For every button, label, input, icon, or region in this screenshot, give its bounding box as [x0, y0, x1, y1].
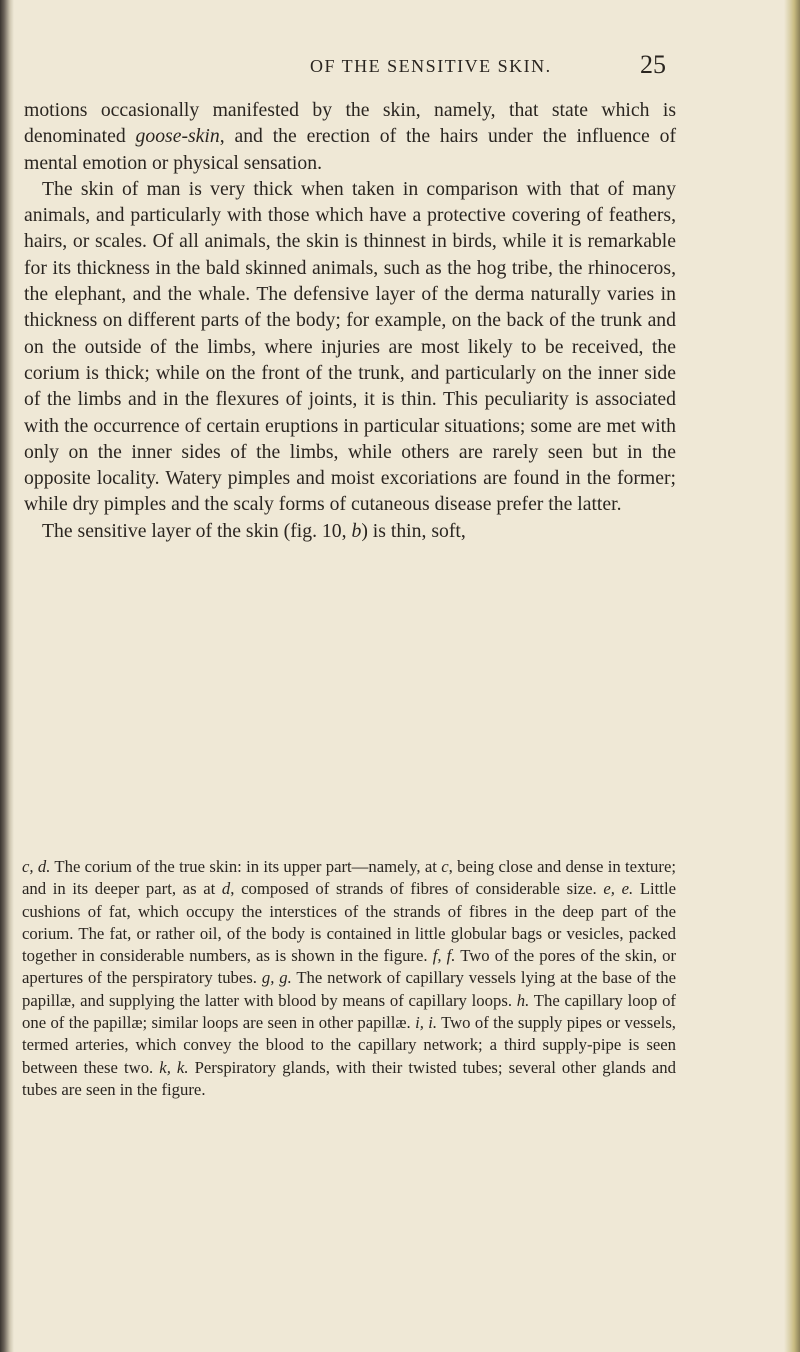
paragraph: motions occasionally manifested by the skin, namely, that state which is denominated goose-skin, and the erection of the hairs under the influence of mental emotion or physical sensation.: [24, 99, 676, 174]
page-header: [0, 48, 800, 88]
page-number: 25: [640, 50, 666, 79]
page-binding-edge: [0, 0, 14, 1352]
body-text: [24, 97, 676, 544]
figure-caption: c, d. The corium of the true skin: in its upper part—namely, at c, being close and dense in texture; and in its deeper part, as at d, composed of strands of fibres of considerable size. e, e. Little cushions of fat, which occupy the interstices of the strands of fibres in the deep part of the corium. The fat, or rather oil, of the body is contained in little globular bags or vesicles, packed together in considerable numbers, as is shown in the figure. f, f. Two of the pores of the skin, or apertures of the perspiratory tubes. g, g. The network of capillary vessels lying at the base of the papillæ, and supplying the latter with blood by means of capillary loops. h. The capillary loop of one of the papillæ; similar loops are seen in other papillæ. i, i. Two of the supply pipes or vessels, termed arteries, which convey the blood to the capillary network; a third supply-pipe is seen between these two. k, k. Perspiratory glands, with their twisted tubes; several other glands and tubes are seen in the figure.: [22, 857, 677, 1099]
page-outer-edge: [784, 0, 800, 1352]
running-head: OF THE SENSITIVE SKIN.: [310, 56, 552, 76]
paragraph: The skin of man is very thick when taken in comparison with that of many animals, and particularly with those which have a protective covering of feathers, hairs, or scales. Of all animals, the skin is thinnest in birds, while it is remarkable for its thickness in the bald skinned animals, such as the hog tribe, the rhinoceros, the elephant, and the whale. The defensive layer of the derma naturally varies in thickness on different parts of the body; for example, on the back of the trunk and on the outside of the limbs, where injuries are most likely to be received, the corium is thick; while on the front of the trunk, and particularly on the inner side of the limbs and in the flexures of joints, it is thin. This peculiarity is associated with the occurrence of certain eruptions in particular situations; some are met with only on the inner sides of the limbs, while others are rarely seen but in the opposite locality. Watery pimples and moist excoriations are found in the former; while dry pimples and the scaly forms of cutaneous disease prefer the latter.: [24, 177, 676, 516]
paragraph: The sensitive layer of the skin (fig. 10, b) is thin, soft,: [42, 519, 466, 542]
